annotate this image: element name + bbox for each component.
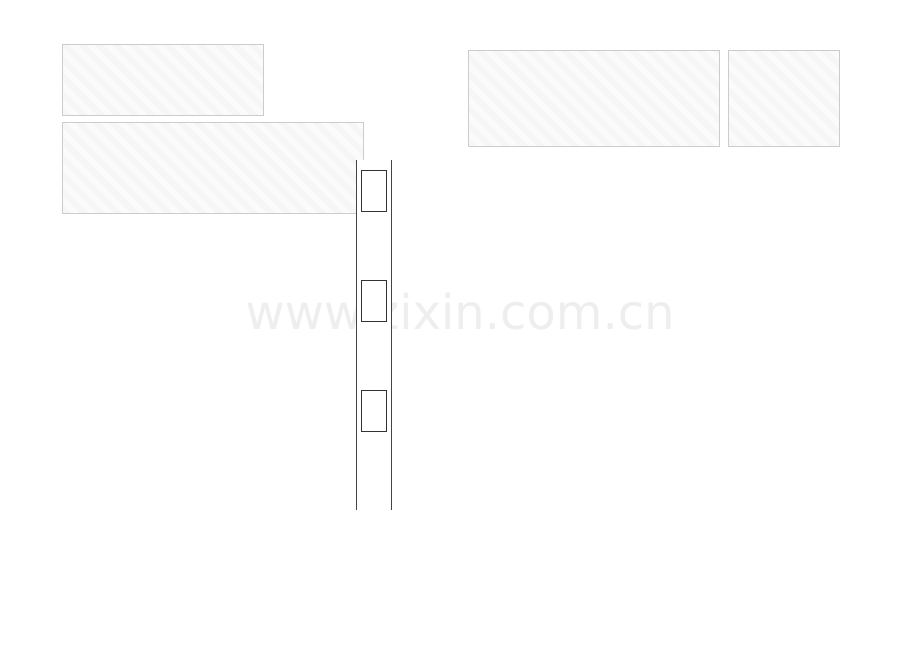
binding-box xyxy=(361,170,387,212)
question-block xyxy=(62,44,457,116)
question-block xyxy=(62,122,457,214)
figure-row xyxy=(468,46,868,151)
apparatus-figure xyxy=(468,50,720,147)
left-column xyxy=(62,40,457,641)
binding-margin xyxy=(356,160,392,510)
question-block xyxy=(468,46,868,151)
binding-box xyxy=(361,280,387,322)
right-column xyxy=(468,40,868,641)
watermark: www.zixin.com.cn xyxy=(245,285,675,341)
binding-box xyxy=(361,390,387,432)
apparatus-figure xyxy=(62,122,364,214)
solubility-chart-figure xyxy=(728,50,840,147)
apparatus-figure xyxy=(62,44,264,116)
